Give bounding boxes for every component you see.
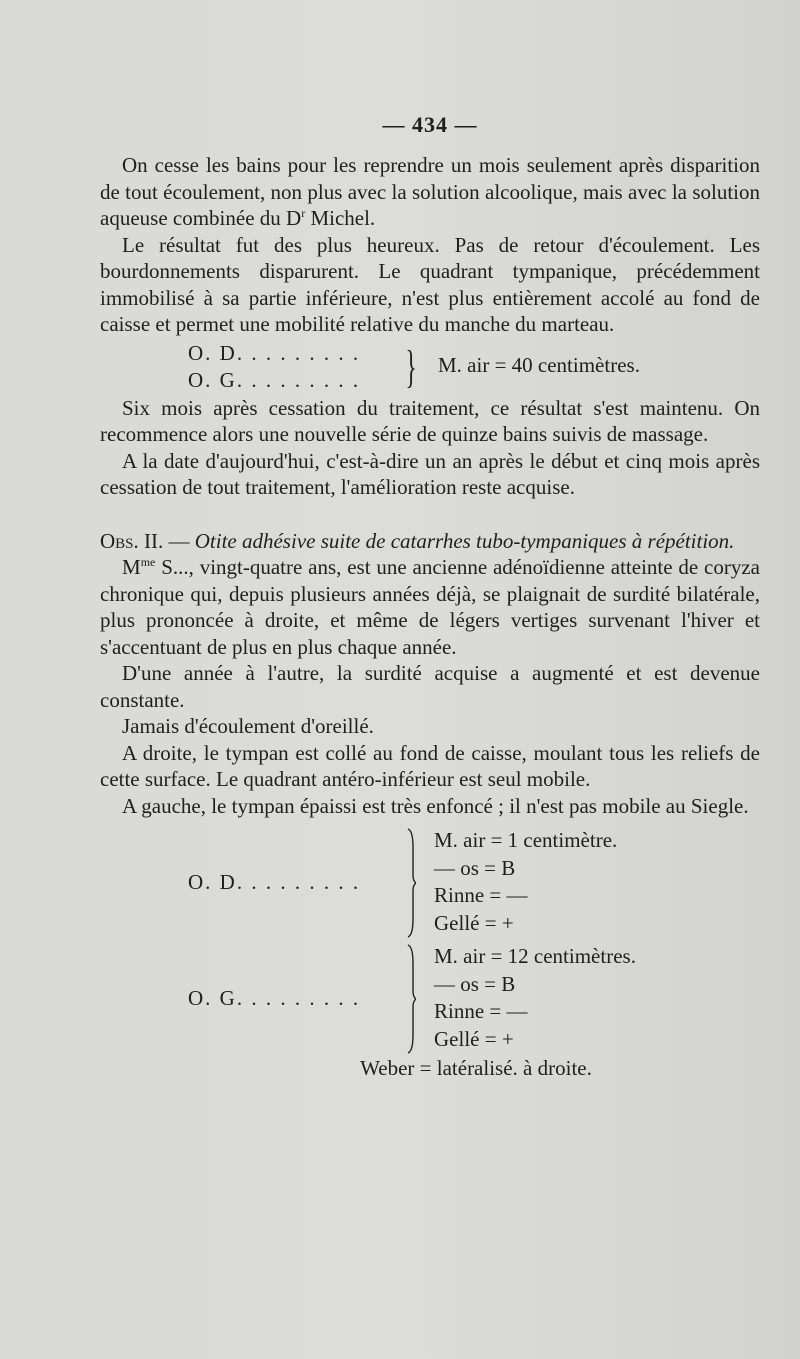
og-label: O. G. . . . . . . . . — [188, 367, 361, 392]
observation-heading: Obs. II. — Otite adhésive suite de catarrhes tubo-tympaniques à répétition. — [100, 528, 735, 553]
od-values: M. air = 1 centimètre. — os = B Rinne = — Gellé = + — [434, 828, 618, 935]
od-label: O. D. . . . . . . . . — [188, 870, 361, 894]
brace-icon — [406, 827, 416, 939]
obs-title: Otite adhésive suite de catarrhes tubo-tympaniques à répétition. — [194, 528, 735, 553]
od-measurements — [100, 827, 760, 939]
brace-icon — [406, 943, 416, 1055]
og-measurements — [100, 943, 760, 1055]
paragraph: Le résultat fut des plus heureux. Pas de retour d'écoulement. Les bourdonnements disparurent. Le quadrant tympanique, précédemment immobilisé à sa partie inférieure, n'est plus entièrement accolé au fond de caisse et permet une mobilité relative du manche du marteau. — [100, 232, 760, 336]
paragraph: D'une année à l'autre, la surdité acquise a augmenté et est devenue constante. — [100, 661, 760, 712]
measurement-value: M. air = 40 centimètres. — [438, 352, 640, 377]
paragraph: On cesse les bains pour les reprendre un mois seulement après disparition de tout écoulement, non plus avec la solution alcoolique, mais avec la solution aqueuse combinée du $D^r$ Michel. — [100, 153, 760, 230]
obs-label: Obs. II. — [100, 528, 164, 553]
dr-superscript: r — [301, 206, 306, 220]
paragraph: A gauche, le tympan épaissi est très enfoncé ; il n'est pas mobile au Siegle. — [122, 793, 749, 818]
weber-result: Weber = latéralisé. à droite. — [360, 1056, 592, 1080]
og-label: O. G. . . . . . . . . — [188, 986, 361, 1010]
body-text — [100, 152, 760, 1082]
page-number: — 434 — — [382, 112, 478, 137]
paragraph: A droite, le tympan est collé au fond de caisse, moulant tous les reliefs de cette surface. Le quadrant antéro-inférieur est seul mobile. — [100, 740, 760, 791]
brace-icon: } — [405, 340, 417, 392]
od-label: O. D. . . . . . . . . — [188, 340, 361, 365]
paragraph: A la date d'aujourd'hui, c'est-à-dire un an après le début et cinq mois après cessation de tout traitement, l'amélioration reste acquise. — [100, 448, 760, 499]
og-values: M. air = 12 centimètres. — os = B Rinne = — Gellé = + — [434, 944, 636, 1051]
paragraph: $M^{me}$ S..., vingt-quatre ans, est une ancienne adénoïdienne atteinte de coryza chronique qui, depuis plusieurs années déjà, se plaignait de surdité bilatérale, plus prononcée à droite, et même de légers vertiges survenant l'hiver et s'accentuant de plus en plus chaque année. — [100, 555, 760, 659]
measurement-bracket — [100, 340, 760, 393]
paragraph: Jamais d'écoulement d'oreillé. — [122, 714, 374, 738]
paragraph: Six mois après cessation du traitement, ce résultat s'est maintenu. On recommence alors une nouvelle série de quinze bains suivis de massage. — [100, 395, 760, 446]
